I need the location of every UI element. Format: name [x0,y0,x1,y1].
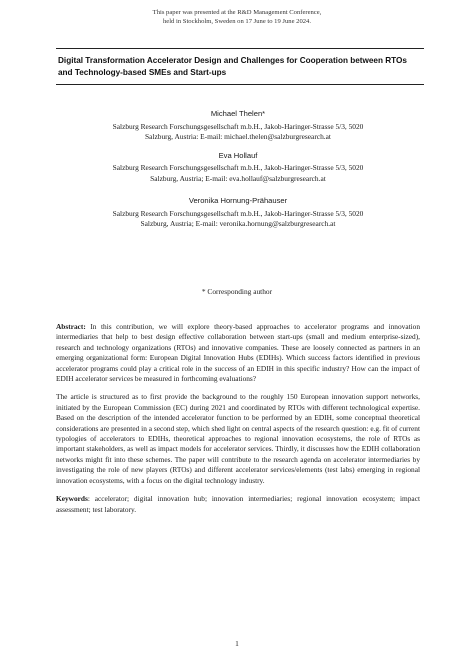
author-email: Salzburg, Austria: E-mail: michael.thelen@salzburgresearch.at [145,132,331,141]
abstract-text: In this contribution, we will explore theory-based approaches to accelerator programs and innovation intermediaries that help to best design effective collaboration between start-ups (small and medium enterprise-sized), research and technology organizations (RTOs) and innovative companies. These are loosely connected as partners in an emerging organizational form: European Digital Innovation Hubs (EDIHs). Which success factors identified in previous accelerator programs could play a critical role in the success of an EDIH in this specific industry? How can the impact of EDIH accelerator services be measured in forthcoming evaluations? [56,322,421,384]
author-name: Michael Thelen* [210,109,266,118]
author-block [56,151,420,185]
author-affiliation: Salzburg Research Forschungsgesellschaft m.b.H., Jakob-Haringer-Strasse 5/3, 5020 [112,208,364,218]
paper-body [56,322,420,523]
abstract-label: Abstract: [56,322,86,331]
author-name: Veronika Hornung-Prähauser [188,196,288,205]
author-block [56,196,420,230]
author-list [56,106,420,238]
author-affiliation: Salzburg Research Forschungsgesellschaft m.b.H., Jakob-Haringer-Strasse 5/3, 5020 [112,163,364,172]
keywords-label: Keywords [56,494,88,504]
keywords-paragraph [56,494,420,515]
author-email: Salzburg, Austria; E-mail: eva.hollauf@salzburgresearch.at [150,173,326,183]
paper-title: Digital Transformation Accelerator Design and Challenges for Cooperation between RTOs and Technology-based SMEs and Start-ups [56,48,424,85]
author-name: Eva Hollauf [218,150,258,160]
page-number: 1 [235,639,239,648]
author-block [56,109,420,143]
conference-note-line-2: held in Stockholm, Sweden on 17 June to 19 June 2024. [163,18,311,25]
body-paragraph: The article is structured as to first provide the background to the roughly 150 European innovation support networks, initiated by the European Commission (EC) during 2021 and coordinated by RTOs with different technological expertise. Based on the description of the intended accelerator function to be performed by an EDIH, some conceptual theoretical considerations are presented in a second step, which shed light on central aspects of the research question: e.g. fit of current typologies of accelerators to EDIHs, theoretical approaches to regional innovation ecosystems, the role of RTOs as important stakeholders, as well as impact models for accelerator services. Thirdly, it discusses how the EDIH collaboration networks might fit into these schemes. The paper will contribute to the research agenda on accelerator intermediaries by investigating the role of new players (RTOs) and different accelerator services/elements (test labs) emerging in regional innovation ecosystems, with a focus on the digital technology industry. [56,392,420,485]
author-email: Salzburg, Austria; E-mail: veronika.hornung@salzburgresearch.at [140,219,336,228]
corresponding-author-note: * Corresponding author [201,287,273,296]
conference-note [0,8,474,26]
abstract-paragraph [56,322,420,384]
keywords-text: : accelerator; digital innovation hub; innovation intermediaries; regional innovation ecosystem; impact assessment; test laboratory. [56,494,420,514]
conference-note-line-1: This paper was presented at the R&D Management Conference, [152,9,322,16]
author-affiliation: Salzburg Research Forschungsgesellschaft m.b.H., Jakob-Haringer-Strasse 5/3, 5020 [112,121,364,131]
